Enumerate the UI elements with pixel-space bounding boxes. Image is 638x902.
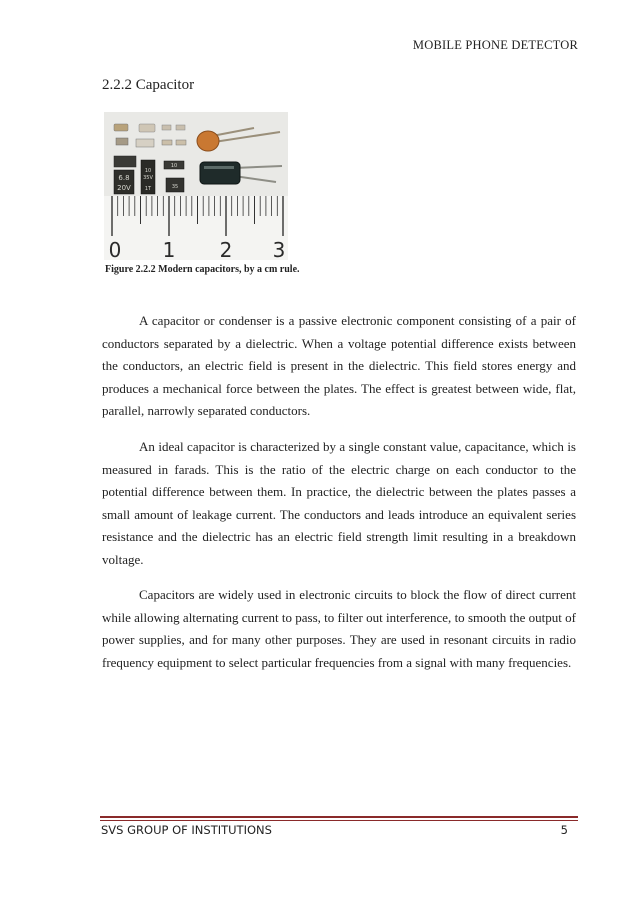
footer-rule-thin	[100, 820, 578, 821]
paragraph-2	[102, 436, 576, 571]
svg-text:35V: 35V	[143, 175, 153, 181]
svg-text:20V: 20V	[117, 184, 131, 192]
svg-text:10: 10	[144, 168, 152, 174]
footer-rule	[100, 816, 578, 818]
paragraph-text: A capacitor or condenser is a passive electronic component consisting of a pair of conductors separated by a dielectric. When a voltage potential difference exists between the conductors, an electric field is present in the dielectric. This field stores energy and produces a mechanical force between the plates. The effect is greatest between wide, flat, parallel, narrowly separated conductors.	[102, 313, 576, 418]
capacitor-photo	[104, 112, 288, 260]
paragraph-text: An ideal capacitor is characterized by a single constant value, capacitance, which is measured in farads. This is the ratio of the electric charge on each conductor to the potential difference between them. In practice, the dielectric between the plates passes a small amount of leakage current. The conductors and leads introduce an equivalent series resistance and the dielectric has an electric field strength limit resulting in a breakdown voltage.	[102, 439, 576, 567]
footer-institution: SVS GROUP OF INSTITUTIONS	[101, 823, 272, 837]
paragraph-3	[102, 584, 576, 674]
svg-text:35: 35	[171, 184, 179, 190]
ruler-label-3: 3	[272, 238, 286, 260]
paragraph-1	[102, 310, 576, 423]
ruler-label-1: 1	[162, 238, 176, 260]
ruler-label-0: 0	[108, 238, 122, 260]
running-header: MOBILE PHONE DETECTOR	[412, 38, 578, 52]
page-number: 5	[560, 823, 568, 837]
svg-text:10: 10	[170, 163, 178, 169]
svg-text:6.8: 6.8	[118, 174, 130, 182]
paragraph-text: Capacitors are widely used in electronic circuits to block the flow of direct current while allowing alternating current to pass, to filter out interference, to smooth the output of power supplies, and for many other purposes. They are used in resonant circuits in radio frequency equipment to select particular frequencies from a signal with many frequencies.	[102, 587, 576, 670]
svg-text:1T: 1T	[144, 186, 152, 192]
ruler-label-2: 2	[219, 238, 233, 260]
section-heading: 2.2.2 Capacitor	[102, 77, 195, 93]
figure-caption: Figure 2.2.2 Modern capacitors, by a cm rule.	[105, 264, 300, 275]
